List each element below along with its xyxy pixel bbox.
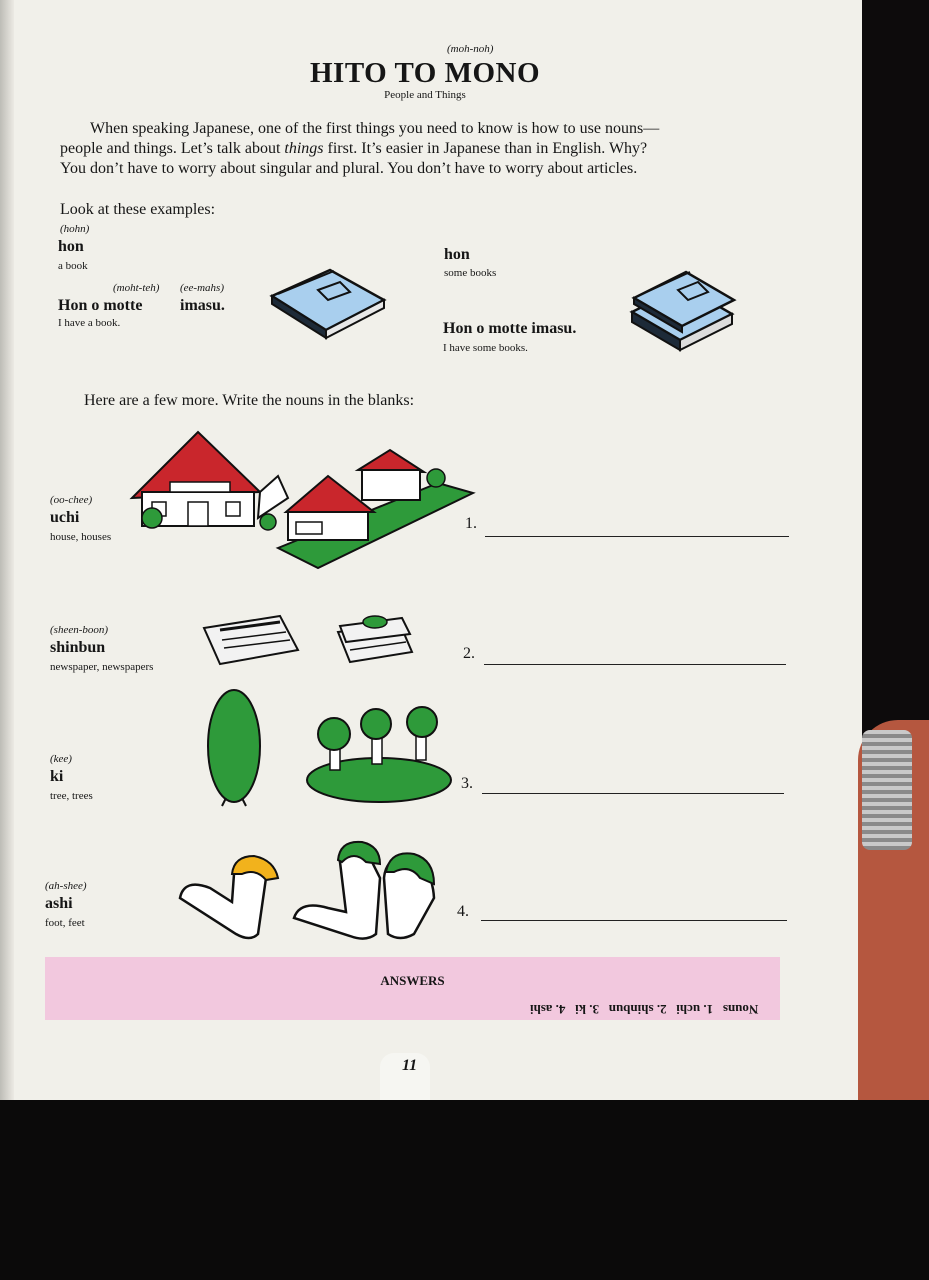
examples-heading: Look at these examples: [60,201,216,218]
noun-4-meaning: foot, feet [45,917,85,929]
noun-2-meaning: newspaper, newspapers [50,661,154,673]
intro-paragraph [60,119,800,179]
noun-1-meaning: house, houses [50,531,112,543]
answer-blank-2[interactable] [484,664,786,665]
noun-2-pron: (sheen-boon) [50,624,109,636]
example-left-sentence-pron-2: (ee-mahs) [180,282,224,294]
page-gutter-shadow [0,0,14,1100]
noun-3-meaning: tree, trees [50,790,93,802]
blank-2-number: 2. [463,645,475,662]
more-heading: Here are a few more. Write the nouns in the blanks: [84,392,415,409]
example-left-sentence-meaning: I have a book. [58,317,121,329]
example-left-sentence-2: imasu. [180,297,225,314]
trees-illustration [204,688,454,808]
title-pronunciation: (moh-noh) [447,43,494,55]
noun-1-pron: (oo-chee) [50,494,93,506]
answer-blank-4[interactable] [481,920,787,921]
intro-line-1: When speaking Japanese, one of the first things you need to know is how to use nouns— [90,120,660,137]
noun-2-word: shinbun [50,639,106,656]
example-right-meaning: some books [444,267,497,279]
example-left-sentence-1: Hon o motte [58,297,143,314]
noun-4-pron: (ah-shee) [45,880,87,892]
answers-text-upside-down: Nouns 1. uchi 2. shinbun 3. ki 4. ashi [529,1002,758,1017]
noun-3-pron: (kee) [50,753,72,765]
intro-line-3: You don’t have to worry about singular and plural. You don’t have to worry about articles. [60,160,638,177]
example-right-sentence: Hon o motte imasu. [443,320,577,337]
answers-panel [45,957,780,1020]
answer-blank-1[interactable] [485,536,789,537]
noun-1-word: uchi [50,509,80,526]
blank-3-number: 3. [461,775,473,792]
blank-1-number: 1. [465,515,477,532]
intro-line-2 [60,139,800,159]
houses-illustration [128,428,478,568]
example-left-sentence-pron-1: (moht-teh) [113,282,160,294]
feet-illustration [170,838,440,948]
example-right-word: hon [444,246,470,263]
blank-4-number: 4. [457,903,469,920]
intro-line-2-pre: people and things. Let’s talk about [60,140,285,157]
example-left-meaning: a book [58,260,88,272]
background-surface [0,1100,929,1280]
intro-line-2-em: things [284,140,324,157]
wristwatch [862,730,912,850]
example-right-sentence-meaning: I have some books. [443,342,528,354]
books-stack-illustration [628,268,738,358]
answer-blank-3[interactable] [482,793,784,794]
page-title: HITO TO MONO [310,57,540,89]
answers-title: ANSWERS [380,973,445,988]
example-left-pron: (hohn) [60,223,90,235]
book-illustration [268,268,388,348]
noun-4-word: ashi [45,895,73,912]
newspapers-illustration [200,612,420,672]
example-left-word: hon [58,238,84,255]
page-number: 11 [402,1057,418,1074]
page-subtitle: People and Things [384,89,466,101]
noun-3-word: ki [50,768,64,785]
intro-line-2-post: first. It’s easier in Japanese than in English. Why? [323,140,648,157]
